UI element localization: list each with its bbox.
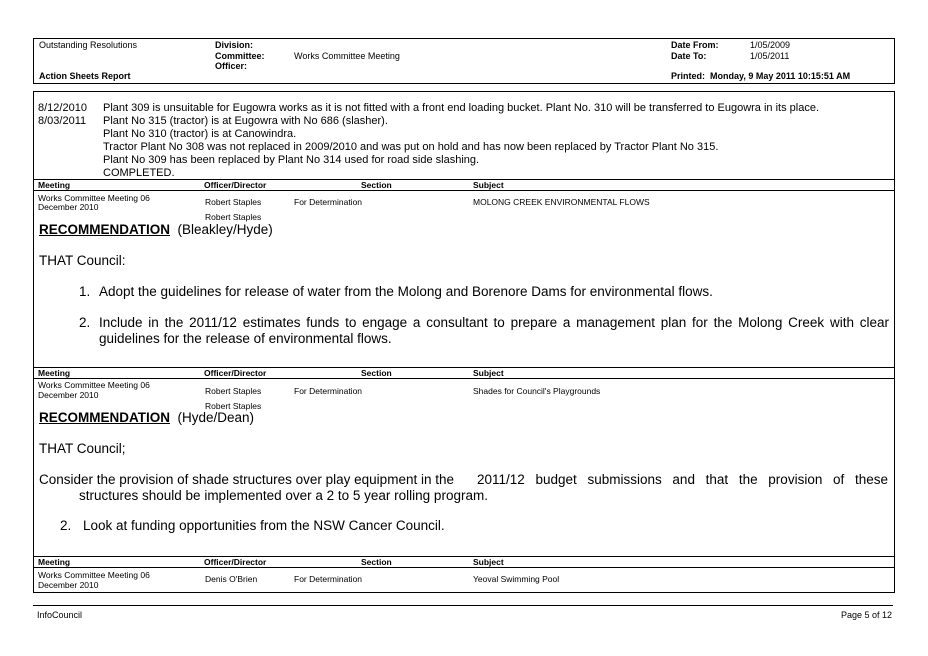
recommendation-movers: (Hyde/Dean) xyxy=(177,410,255,425)
footer-divider xyxy=(33,605,893,606)
recommendation-item: Look at funding opportunities from the NSW Cancer Council. xyxy=(83,518,445,533)
recommendation-heading xyxy=(39,410,254,426)
recommendation-item: Adopt the guidelines for release of water from the Molong and Borenore Dams for environmental flows. xyxy=(99,284,713,299)
committee-label: Committee: xyxy=(215,51,265,61)
meeting-table-header xyxy=(33,179,895,191)
officer-name: Denis O'Brien xyxy=(205,574,258,584)
that-council: THAT Council: xyxy=(39,253,126,268)
note-line: Plant No 315 (tractor) is at Eugowra with No 686 (slasher). xyxy=(103,115,388,127)
col-subject: Subject xyxy=(473,180,504,190)
subject-name: MOLONG CREEK ENVIRONMENTAL FLOWS xyxy=(473,197,650,207)
meeting-date: December 2010 xyxy=(38,390,99,400)
col-section: Section xyxy=(361,557,392,567)
officer-name: Robert Staples xyxy=(205,197,262,207)
report-header xyxy=(33,38,895,84)
meeting-date: December 2010 xyxy=(38,580,99,590)
subject-name: Yeoval Swimming Pool xyxy=(473,574,560,584)
report-name: Outstanding Resolutions xyxy=(39,40,138,50)
recommendation-title: RECOMMENDATION xyxy=(39,410,170,425)
col-officer: Officer/Director xyxy=(204,557,267,567)
meeting-name: Works Committee Meeting 06 xyxy=(38,193,150,203)
footer-app-name: InfoCouncil xyxy=(37,610,83,620)
subject-name: Shades for Council's Playgrounds xyxy=(473,386,601,396)
col-meeting: Meeting xyxy=(38,368,71,378)
recommendation-heading xyxy=(39,222,273,238)
meeting-name: Works Committee Meeting 06 xyxy=(38,570,150,580)
meeting-date: December 2010 xyxy=(38,202,99,212)
officer-name: Robert Staples xyxy=(205,401,262,411)
item-number: 2. xyxy=(79,315,91,330)
col-officer: Officer/Director xyxy=(204,180,267,190)
note-status: COMPLETED. xyxy=(103,167,175,179)
recommendation-movers: (Bleakley/Hyde) xyxy=(177,222,273,237)
date-to-label: Date To: xyxy=(671,51,707,61)
page-number: Page 5 of 12 xyxy=(840,610,892,620)
recommendation-item: 2011/12 budget submissions and that the provision of these xyxy=(477,472,888,487)
note-line: Plant No 309 has been replaced by Plant No 314 used for road side slashing. xyxy=(103,154,480,166)
note-line: Tractor Plant No 308 was not replaced in 2009/2010 and was put on hold and has now been replaced by Tractor Plant No 315. xyxy=(103,141,719,153)
recommendation-item: Consider the provision of shade structures over play equipment in the xyxy=(39,472,454,487)
section-name: For Determination xyxy=(294,386,363,396)
meeting-name: Works Committee Meeting 06 xyxy=(38,380,150,390)
note-date: 8/03/2011 xyxy=(38,115,87,127)
col-meeting: Meeting xyxy=(38,180,71,190)
col-subject: Subject xyxy=(473,557,504,567)
report-type: Action Sheets Report xyxy=(39,71,131,81)
division-label: Division: xyxy=(215,40,254,50)
item-number: 2. xyxy=(60,518,72,533)
col-meeting: Meeting xyxy=(38,557,71,567)
committee-value: Works Committee Meeting xyxy=(294,51,400,61)
col-section: Section xyxy=(361,368,392,378)
date-to-value: 1/05/2011 xyxy=(750,51,790,61)
section-name: For Determination xyxy=(294,574,363,584)
that-council: THAT Council; xyxy=(39,441,126,456)
note-line: Plant No 310 (tractor) is at Canowindra. xyxy=(103,128,297,140)
meeting-table-header xyxy=(33,556,895,568)
note-date: 8/12/2010 xyxy=(38,102,87,114)
col-section: Section xyxy=(361,180,392,190)
date-from-value: 1/05/2009 xyxy=(750,40,791,50)
recommendation-item: Include in the 2011/12 estimates funds to engage a consultant to prepare a management plan for the Molong Creek with clear guidelines for the release of environmental flows. xyxy=(99,315,889,346)
col-subject: Subject xyxy=(473,368,504,378)
printed-label: Printed: xyxy=(671,71,706,81)
recommendation-item: structures should be implemented over a 2 to 5 year rolling program. xyxy=(79,488,488,503)
recommendation-title: RECOMMENDATION xyxy=(39,222,170,237)
col-officer: Officer/Director xyxy=(204,368,267,378)
printed-value: Monday, 9 May 2011 10:15:51 AM xyxy=(710,71,851,81)
section-name: For Determination xyxy=(294,197,363,207)
meeting-table-header xyxy=(33,367,895,379)
item-number: 1. xyxy=(79,284,91,299)
officer-name: Robert Staples xyxy=(205,386,262,396)
note-line: Plant 309 is unsuitable for Eugowra works as it is not fitted with a front end loading bucket. Plant No. 310 will be transferred to Eugowra in its place. xyxy=(103,102,819,114)
officer-name: Robert Staples xyxy=(205,212,262,222)
officer-label: Officer: xyxy=(215,61,248,71)
date-from-label: Date From: xyxy=(671,40,719,50)
